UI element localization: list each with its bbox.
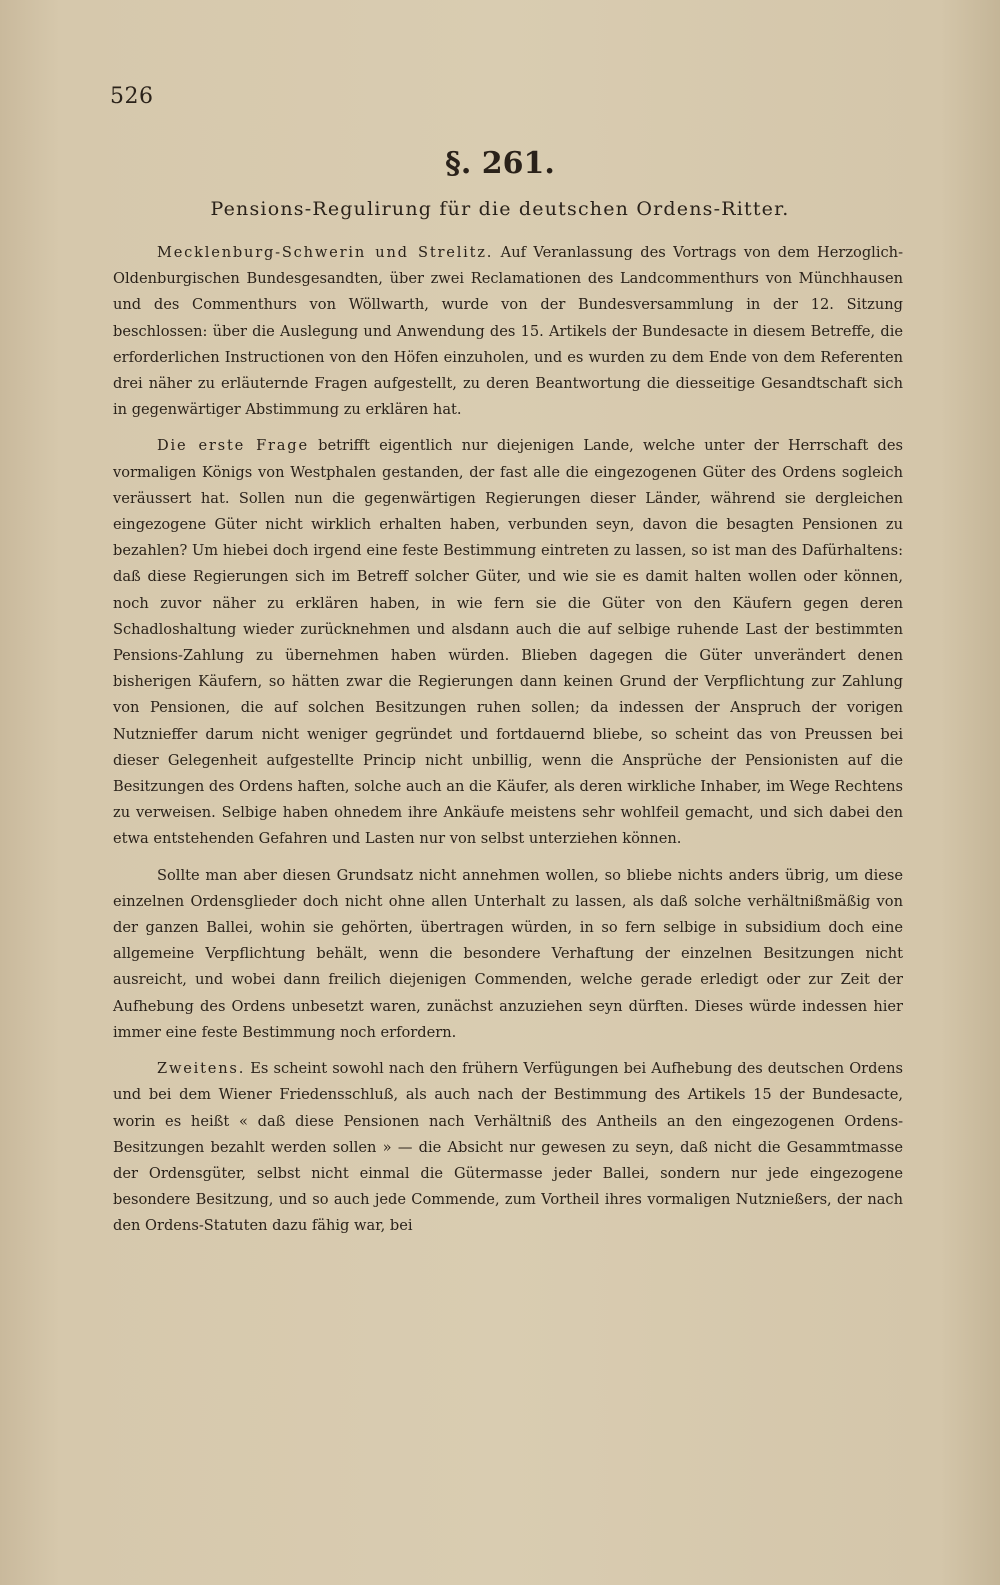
paragraph-lead: Die erste Frage	[157, 437, 309, 455]
body-text	[113, 240, 903, 1250]
page-number: 526	[110, 84, 154, 109]
paragraph-lead: Zweitens.	[157, 1060, 246, 1078]
paragraph-text: Auf Veranlassung des Vortrags von dem Herzoglich-Oldenburgischen Bundesgesandten, über zwei Reclamationen des Landcommenthurs von Münchhausen und des Commenthurs von Wöllwarth, wurde von der Bundesversammlung in der 12. Sitzung beschlossen: über die Auslegung und Anwendung des 15. Artikels der Bundesacte in diesem Betreffe, die erforderlichen Instructionen von den Höfen einzuholen, und es wurden zu dem Ende von dem Referenten drei näher zu erläuternde Fragen aufgestellt, zu deren Beantwortung die diesseitige Gesandtschaft sich in gegenwärtiger Abstimmung zu erklären hat.	[113, 244, 904, 419]
paragraph-text: Sollte man aber diesen Grundsatz nicht annehmen wollen, so bliebe nichts anders übrig, um diese einzelnen Ordensglieder doch nicht ohne allen Unterhalt zu lassen, als daß solche verhältnißmäßig von der ganzen Ballei, wohin sie gehörten, übertragen würden, in so fern selbige in subsidium doch eine allgemeine Verpflichtung behält, wenn die besondere Verhaftung der einzelnen Besitzungen nicht ausreicht, und wobei dann freilich diejenigen Commenden, welche gerade erledigt oder zur Zeit der Aufhebung des Ordens unbesetzt waren, zunächst anzuziehen seyn dürften. Dieses würde indessen hier immer eine feste Bestimmung noch erfordern.	[113, 866, 903, 1041]
section-title: Pensions-Regulirung für die deutschen Ordens-Ritter.	[210, 198, 790, 220]
paragraph-text: betrifft eigentlich nur diejenigen Lande, welche unter der Herrschaft des vormaligen Königs von Westphalen gestanden, der fast alle die eingezogenen Güter des Ordens sogleich veräussert hat. Sollen nun die gegenwärtigen Regierungen dieser Länder, während sie dergleichen eingezogene Güter nicht wirklich erhalten haben, verbunden seyn, davon die besagten Pensionen zu bezahlen? Um hiebei doch irgend eine feste Bestimmung eintreten zu lassen, so ist man des Dafürhaltens: daß diese Regierungen sich im Betreff solcher Güter, und wie sie es damit halten wollen oder können, noch zuvor näher zu erklären haben, in wie fern sie die Güter von den Käufern gegen deren Schadloshaltung wieder zurücknehmen und alsdann auch die auf selbige ruhende Last der bestimmten Pensions-Zahlung zu übernehmen haben würden. Blieben dagegen die Güter unverändert denen bisherigen Käufern, so hätten zwar die Regierungen dann keinen Grund der Verpflichtung zur Zahlung von Pensionen, die auf solchen Besitzungen ruhen sollen; da indessen der Anspruch der vorigen Nutznieffer darum nicht weniger gegründet und fortdauernd bliebe, so scheint das von Preussen bei dieser Gelegenheit aufgestellte Princip nicht unbillig, wenn die Ansprüche der Pensionisten auf die Besitzungen des Ordens haften, solche auch an die Käufer, als deren wirkliche Inhaber, im Wege Rechtens zu verweisen. Selbige haben ohnedem ihre Ankäufe meistens sehr wohlfeil gemacht, und sich dabei den etwa entstehenden Gefahren und Lasten nur von selbst unterziehen können.	[113, 437, 904, 848]
paragraph-text: Es scheint sowohl nach den frühern Verfügungen bei Aufhebung des deutschen Ordens und bei dem Wiener Friedensschluß, als auch nach der Bestimmung des Artikels 15 der Bundesacte, worin es heißt « daß diese Pensionen nach Verhältniß des Antheils an den eingezogenen Ordens-Besitzungen bezahlt werden sollen » — die Absicht nur gewesen zu seyn, daß nicht die Gesammtmasse der Ordensgüter, selbst nicht einmal die Gütermasse jeder Ballei, sondern nur jede eingezogene besondere Besitzung, und so auch jede Commende, zum Vortheil ihres vormaligen Nutznießers, der nach den Ordens-Statuten dazu fähig war, bei	[113, 1060, 904, 1235]
paragraph-3	[113, 863, 903, 1046]
paragraph-2	[113, 433, 903, 852]
paragraph-lead: Mecklenburg-Schwerin und Strelitz.	[157, 244, 494, 261]
paragraph-4	[113, 1056, 903, 1239]
paragraph-1	[113, 240, 903, 423]
section-heading: §. 261.	[445, 146, 555, 181]
